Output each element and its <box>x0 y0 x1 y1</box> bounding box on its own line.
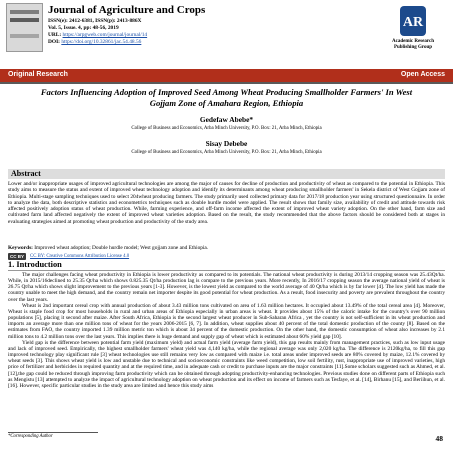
abstract-heading: Abstract <box>8 169 445 179</box>
doi-label: DOI: <box>48 39 62 45</box>
keywords-text: Improved wheat adoption; Double hurdle model; West gojjam zone and Ethiopia. <box>34 245 209 251</box>
open-access-label: Open Access <box>400 71 445 78</box>
original-research-label: Original Research <box>8 71 68 78</box>
author-name: Gedefaw Abebe* <box>199 115 254 124</box>
paragraph: Wheat is 2nd important cereal crop with annual production of about 3.43 million tons cultivated on area of 1.63 million hectares. It occupied about 13.49% of the total cereal area [4]. Moreover, Wheat is staple food crop for most households in rural and urban areas of Ethiopia especially in urban areas is wheat. It provides about 15% of the caloric intake for the country's over 90 million populations [5], placing it second after maize. After South Africa, Ethiopia is the second largest wheat producer in Sub-Saharan Africa , yet the country is not self-sufficient in its wheat production and imports an average more than one million tons of wheat for the years 2006-2015 [6, 7]. In addition, wheat supplies about 40 percent of the total domestic production of the county [8]. Based on the estimates from FAO, the country imported 1.39 million metric ton which is about 34 percent of the domestic production. On the other hand, the domestic consumption of wheat also increases by 2.1 million tons to 4.2 million tons over the last years. This implies there is huge demand and supply gap of wheat which is estimated about 60% yield gap [10]. <box>8 302 445 340</box>
footnote-divider <box>8 432 98 433</box>
abstract-text: Lower and/or inappropriate usages of improved agricultural technologies are among the major of causes for decline of production and productivity of wheat as compared to the potential in Ethiopia. This study aims to measure the status and extent of improved wheat technology adoption and identify its determinants among wheat producing smallholder farmers' in Sekela district of West Gojjam zone of Ethiopia. Multi-stage sampling techniques used to select 204wheat producing farmers. The study primarily used collected primary data for 2017/18 production year using structured questionnaire. In order to analyze the data, both descriptive statistics and econometrics techniques such as double hurdle model were applied. The result shows that family size, availability of credit and attitude towards risk affected positively adoption status of wheat production. While, farming experience, and off-farm income affected the extent of improved wheat variety adoption. On the other hand, farm size and cultivated farm land affected negatively the extent of improved wheat varieties adoption. Based on the result, the study recommended that the above factors should be considered both at stages in evaluating strategies aimed at promoting wheat production and productivity of the study area. <box>8 181 445 225</box>
introduction-body <box>8 272 445 389</box>
keywords-label: Keywords: <box>8 245 33 251</box>
license-row <box>8 253 129 260</box>
introduction-heading: 1. Introduction <box>8 260 62 269</box>
page-number: 48 <box>435 434 443 443</box>
journal-doi-line <box>48 39 141 45</box>
header-divider <box>0 82 453 84</box>
paragraph: The major challenges facing wheat productivity in Ethiopia is lower productivity as compared to its potentials. The national wheat productivity is during 2013/14 cropping season was 25.43Qt/ha. While, in 2015/16declined to 25.35 Qt/ha which shows 0.825.35 Qt/ha production lag is compare to the previous years. More recently, In 2016/17 cropping season the average national yield of wheat is 26.75 Qt/ha which shows slight improvement to the previous years [1-3]. However, is the lowest yield as compared to the world average of 40 Qt/ha which is by far lower [4]. The low yield has made the country unable to meet the high demand, and the country remain net importer despite its good potential for wheat production. As a result, food insecurity and poverty are prevalent throughout the country over the last years. <box>8 272 445 303</box>
journal-doi-link[interactable]: https://doi.org/10.32861/jac.54.48.56 <box>61 39 142 45</box>
journal-url-line <box>48 32 147 38</box>
author-name: Sisay Debebe <box>205 139 248 148</box>
article-type-bar <box>0 69 453 82</box>
journal-header <box>6 2 447 64</box>
publisher-name: Academic Research Publishing Group <box>392 39 434 50</box>
journal-title: Journal of Agriculture and Crops <box>48 4 206 16</box>
keywords-line <box>8 245 445 251</box>
author-affiliation: College of Business and Economics, Arba Minch University, P.O. Box: 21, Arba Minch, Ethiopia <box>131 150 322 155</box>
arpg-logo-icon <box>398 4 428 38</box>
journal-volume: Vol. 5, Issue. 4, pp: 48-56, 2019 <box>48 25 119 31</box>
svg-text:AR: AR <box>402 15 424 30</box>
license-link[interactable]: CC BY: Creative Commons Attribution License 4.0 <box>30 254 130 259</box>
journal-cover-image <box>6 3 43 52</box>
url-label: URL: <box>48 32 63 38</box>
article-title: Factors Influencing Adoption of Improved Seed Among Wheat Producing Smallholder Farmers' In West Gojjam Zone of Amahara Region, Ethiopia <box>40 87 413 108</box>
journal-issn: ISSN(e): 2412-6381, ISSN(p): 2413-886X <box>48 18 142 24</box>
section-divider <box>8 270 445 271</box>
journal-url-link[interactable]: https://arpgweb.com/journal/journal/14 <box>62 32 148 38</box>
author-affiliation: College of Business and Economics, Arba Minch University, P.O. Box: 21, Arba Minch, Ethiopia <box>131 126 322 131</box>
publisher-logo <box>383 4 443 51</box>
cc-license-icon: CC BY <box>9 254 24 259</box>
paragraph: Yield gap is the difference between potential farm yield (maximum yield) and actual farm yield (average farm yield), this gap results mainly from management practices, such as low input usage and lack of improved seed. Empirically, the highest smallholder farmers' wheat yield was 4,140 kg/ha, while the regional average was only 2,020 kg/ha. The difference is 2120kg/ha, to fill this gap improved technology play significant rule [3] wheat technologies use still remains very low as compared with maize i.e. total areas under improved seeds are 80% covered by maize, 12.1% covered by wheat seeds [3]. This shows wheat yield is low and unstable due to technical and socioeconomic constraints like weed competition, low soil fertility, rust, inappropriate use of improved varieties, high price of fertilizer and herbicides in required quantity and at the required time, and in adequate cash or credit to purchase inputs are the major constraints [11].Some scholars suggested such as Ahmed, et al. [12],the gap could be reduced through improving farm productivity which can be obtained through adopting productivity-enhancing technologies. Previous studies done on different parts of Ethiopia such as Mengistu [13] attempted to analyze the impact of agricultural technology adoption on wheat production and its effect on income of farmers such as Tesfaye, et al. [14], Birhanu [15], and Beriihun, et al. [16]. However, specific particular studies in the study area are limited and hence this study aims <box>8 339 445 389</box>
corresponding-author-note: *Corresponding Author <box>8 434 53 439</box>
